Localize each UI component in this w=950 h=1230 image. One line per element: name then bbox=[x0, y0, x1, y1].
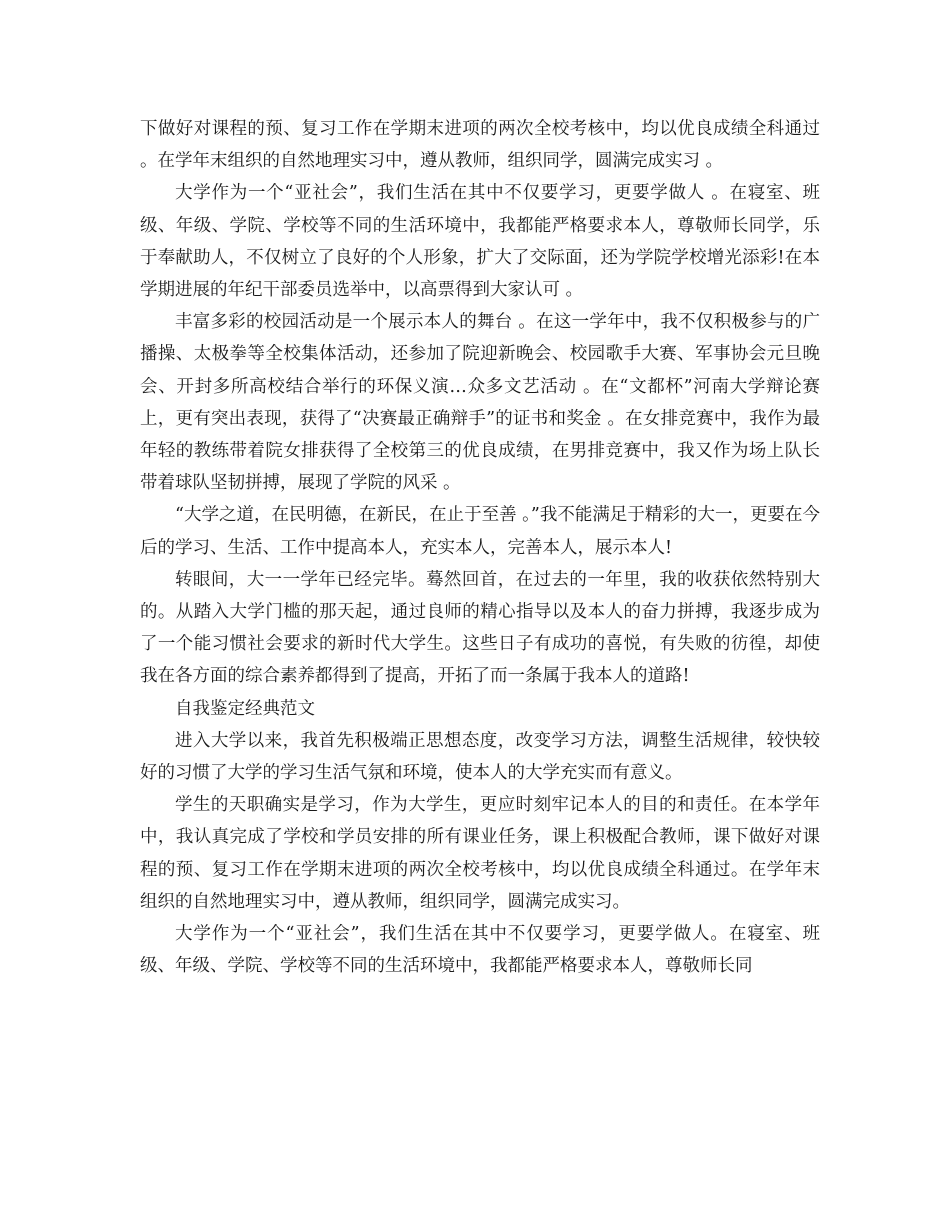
paragraph-intro: 进入大学以来，我首先积极端正思想态度，改变学习方法，调整生活规律，较快较好的习惯了大学的学习生活气氛和环境，使本人的大学充实而有意义。 bbox=[140, 730, 820, 784]
document-body bbox=[140, 113, 820, 982]
paragraph-social-life: 大学作为一个“亚社会”，我们生活在其中不仅要学习，更要学做人 。在寝室、班级、年级、学院、学校等不同的生活环境中，我都能严格要求本人，尊敬师长同学，乐于奉献助人，不仅树立了良好的个人形象，扩大了交际面，还为学院学校增光添彩!在本学期进展的年纪干部委员选举中，以高票得到大家认可 。 bbox=[140, 183, 820, 301]
paragraph-continuation: 下做好对课程的预、复习工作在学期末进项的两次全校考核中，均以优良成绩全科通过 。在学年末组织的自然地理实习中，遵从教师，组织同学，圆满完成实习 。 bbox=[140, 119, 820, 172]
paragraph-year-review: 转眼间，大一一学年已经完毕。蓦然回首，在过去的一年里，我的收获依然特别大的。从踏入大学门槛的那天起，通过良师的精心指导以及本人的奋力拼搏，我逐步成为了一个能习惯社会要求的新时代大学生。这些日子有成功的喜悦，有失败的彷徨，却使我在各方面的综合素养都得到了提高，开拓了而一条属于我本人的道路! bbox=[140, 569, 820, 687]
paragraph-study: 学生的天职确实是学习，作为大学生，更应时刻牢记本人的目的和责任。在本学年中，我认真完成了学校和学员安排的所有课业任务，课上积极配合教师，课下做好对课程的预、复习工作在学期末进项的两次全校考核中，均以优良成绩全科通过。在学年末组织的自然地理实习中，遵从教师，组织同学，圆满完成实习。 bbox=[140, 795, 820, 912]
section-heading: 自我鉴定经典范文 bbox=[175, 698, 315, 719]
paragraph-great-learning-quote: “大学之道，在民明德，在新民，在止于至善 。”我不能满足于精彩的大一，更要在今后的学习、生活、工作中提高本人，充实本人，完善本人，展示本人! bbox=[140, 505, 820, 558]
paragraph-social-life-2: 大学作为一个“亚社会”，我们生活在其中不仅要学习，更要学做人。在寝室、班级、年级、学院、学校等不同的生活环境中，我都能严格要求本人，尊敬师长同 bbox=[140, 924, 820, 977]
paragraph-campus-activities: 丰富多彩的校园活动是一个展示本人的舞台 。在这一学年中，我不仅积极参与的广播操、太极拳等全校集体活动，还参加了院迎新晚会、校园歌手大赛、军事协会元旦晚会、开封多所高校结合举行的环保义演…众多文艺活动 。在“文都杯”河南大学辩论赛上，更有突出表现，获得了“决赛最正确辩手”的证书和奖金 。在女排竞赛中，我作为最年轻的教练带着院女排获得了全校第三的优良成绩，在男排竞赛中，我又作为场上队长带着球队坚韧拼搏，展现了学院的风采 。 bbox=[140, 312, 820, 494]
